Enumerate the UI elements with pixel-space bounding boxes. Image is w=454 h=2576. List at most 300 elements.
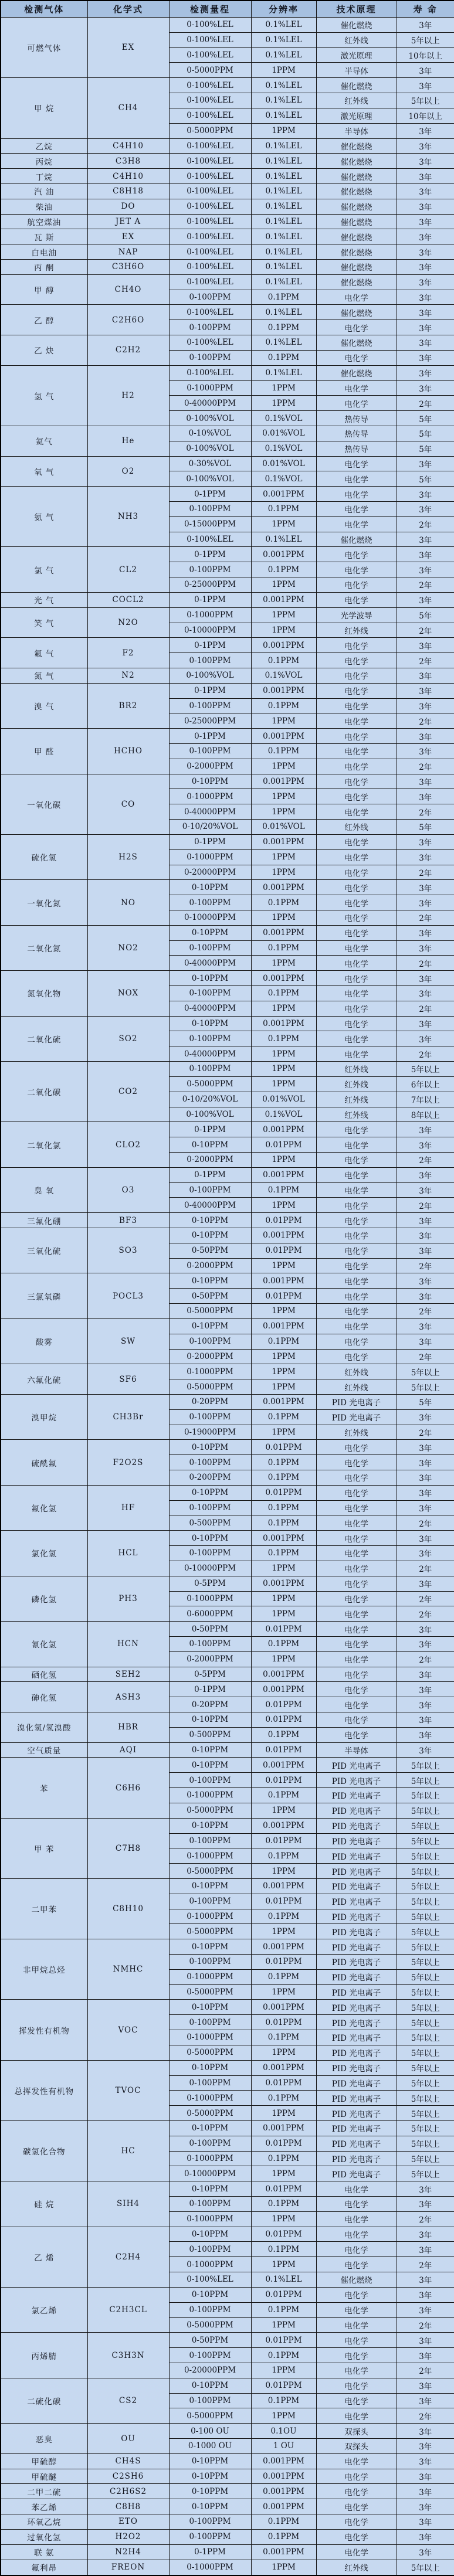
- formula-cell: SO3: [87, 1228, 169, 1273]
- resolution-cell: 1PPM: [251, 1803, 316, 1818]
- formula-cell: SW: [87, 1318, 169, 1364]
- resolution-cell: 1PPM: [251, 2166, 316, 2181]
- formula-cell: EX: [87, 229, 169, 244]
- range-cell: 0-50PPM: [169, 1289, 251, 1304]
- lifespan-cell: 3年: [397, 1576, 454, 1591]
- lifespan-cell: 3年: [397, 2514, 454, 2530]
- range-cell: 0-5000PPM: [169, 2106, 251, 2121]
- gas-name-cell: 空气质量: [1, 1742, 87, 1758]
- range-cell: 0-1PPM: [169, 592, 251, 607]
- lifespan-cell: 3年: [397, 547, 454, 562]
- lifespan-cell: 3年: [397, 562, 454, 577]
- table-row: [1, 305, 454, 320]
- table-row: [1, 1818, 454, 1833]
- lifespan-cell: 5年以上: [397, 1062, 454, 1077]
- gas-name-cell: 氯乙烯: [1, 2287, 87, 2332]
- gas-name-cell: 氰化氢: [1, 1622, 87, 1667]
- principle-cell: 电化学: [316, 1213, 397, 1228]
- lifespan-cell: 3年: [397, 1213, 454, 1228]
- range-cell: 0-10PPM: [169, 1818, 251, 1833]
- range-cell: 0-1PPM: [169, 834, 251, 849]
- resolution-cell: 0.01PPM: [251, 1894, 316, 1909]
- resolution-cell: 0.1PPM: [251, 653, 316, 668]
- lifespan-cell: 3年: [397, 380, 454, 396]
- lifespan-cell: 5年以上: [397, 2060, 454, 2075]
- formula-cell: AQI: [87, 1742, 169, 1758]
- principle-cell: 红外线: [316, 1062, 397, 1077]
- resolution-cell: 0.1PPM: [251, 1909, 316, 1924]
- range-cell: 0-100PPM: [169, 698, 251, 713]
- principle-cell: 电化学: [316, 516, 397, 532]
- table-row: [1, 169, 454, 184]
- principle-cell: 电化学: [316, 2227, 397, 2242]
- principle-cell: PID 光电离子: [316, 1394, 397, 1409]
- formula-cell: BR2: [87, 683, 169, 728]
- principle-cell: 电化学: [316, 1455, 397, 1470]
- formula-cell: HCHO: [87, 729, 169, 774]
- lifespan-cell: 3年: [397, 971, 454, 986]
- formula-cell: SIH4: [87, 2181, 169, 2227]
- range-cell: 0-100PPM: [169, 2242, 251, 2257]
- table-row: [1, 260, 454, 275]
- range-cell: 0-10PPM: [169, 1758, 251, 1773]
- principle-cell: 电化学: [316, 1334, 397, 1349]
- gas-name-cell: 硅 烷: [1, 2181, 87, 2227]
- resolution-cell: 1PPM: [251, 849, 316, 865]
- principle-cell: PID 光电离子: [316, 1833, 397, 1848]
- lifespan-cell: 5年以上: [397, 1894, 454, 1909]
- principle-cell: 电化学: [316, 2408, 397, 2424]
- principle-cell: PID 光电离子: [316, 1969, 397, 1984]
- resolution-cell: 0.01PPM: [251, 2136, 316, 2151]
- resolution-cell: 1PPM: [251, 1152, 316, 1167]
- range-cell: 0-100PPM: [169, 1031, 251, 1046]
- lifespan-cell: 3年: [397, 1742, 454, 1758]
- range-cell: 0-1000PPM: [169, 1969, 251, 1984]
- resolution-cell: 0.1%LEL: [251, 78, 316, 93]
- resolution-cell: 0.1PPM: [251, 1334, 316, 1349]
- formula-cell: N2H4: [87, 2544, 169, 2560]
- lifespan-cell: 3年: [397, 1031, 454, 1046]
- resolution-cell: 0.001PPM: [251, 1394, 316, 1409]
- gas-name-cell: 联 氨: [1, 2544, 87, 2560]
- principle-cell: 电化学: [316, 1258, 397, 1273]
- range-cell: 0-1000 OU: [169, 2439, 251, 2454]
- lifespan-cell: 3年: [397, 1318, 454, 1334]
- gas-name-cell: 氟 气: [1, 638, 87, 668]
- resolution-cell: 0.01PPM: [251, 1243, 316, 1258]
- table-row: [1, 244, 454, 260]
- lifespan-cell: 5年以上: [397, 2091, 454, 2106]
- principle-cell: 电化学: [316, 2499, 397, 2514]
- table-row: [1, 1622, 454, 1637]
- range-cell: 0-200PPM: [169, 1470, 251, 1486]
- range-cell: 0-20000PPM: [169, 865, 251, 880]
- gas-name-cell: 氟化氢: [1, 1485, 87, 1530]
- principle-cell: 红外线: [316, 1076, 397, 1092]
- principle-cell: 电化学: [316, 1152, 397, 1167]
- lifespan-cell: 5年以上: [397, 32, 454, 47]
- principle-cell: 电化学: [316, 1273, 397, 1289]
- lifespan-cell: 3年: [397, 1697, 454, 1712]
- principle-cell: 电化学: [316, 562, 397, 577]
- range-cell: 0-100%VOL: [169, 411, 251, 426]
- resolution-cell: 0.1%VOL: [251, 411, 316, 426]
- range-cell: 0-10000PPM: [169, 623, 251, 638]
- formula-cell: C2H2: [87, 335, 169, 366]
- formula-cell: CH3Br: [87, 1394, 169, 1439]
- resolution-cell: 0.01PPM: [251, 2378, 316, 2393]
- lifespan-cell: 3年: [397, 290, 454, 305]
- lifespan-cell: 3年: [397, 789, 454, 804]
- formula-cell: O2: [87, 456, 169, 487]
- range-cell: 0-100PPM: [169, 1409, 251, 1425]
- resolution-cell: 0.001PPM: [251, 2000, 316, 2015]
- table-row: [1, 1062, 454, 1077]
- resolution-cell: 0.01PPM: [251, 1712, 316, 1728]
- range-cell: 0-100PPM: [169, 653, 251, 668]
- lifespan-cell: 2年: [397, 577, 454, 593]
- gas-name-cell: 甲硫醚: [1, 2469, 87, 2484]
- principle-cell: 红外线: [316, 623, 397, 638]
- lifespan-cell: 5年以上: [397, 1364, 454, 1379]
- lifespan-cell: 3年: [397, 1531, 454, 1546]
- formula-cell: HCN: [87, 1622, 169, 1667]
- gas-name-cell: 硫化氢: [1, 834, 87, 879]
- gas-name-cell: 氯 气: [1, 547, 87, 592]
- resolution-cell: 0.1PPM: [251, 350, 316, 365]
- resolution-cell: 0.01PPM: [251, 1622, 316, 1637]
- resolution-cell: 0.1PPM: [251, 986, 316, 1001]
- range-cell: 0-100%LEL: [169, 2272, 251, 2288]
- resolution-cell: 0.1%LEL: [251, 47, 316, 63]
- principle-cell: 电化学: [316, 1546, 397, 1561]
- principle-cell: PID 光电离子: [316, 1864, 397, 1879]
- gas-name-cell: 丙烷: [1, 154, 87, 169]
- lifespan-cell: 5年以上: [397, 1758, 454, 1773]
- range-cell: 0-19000PPM: [169, 1425, 251, 1440]
- lifespan-cell: 2年: [397, 910, 454, 925]
- range-cell: 0-500PPM: [169, 1515, 251, 1531]
- range-cell: 0-10PPM: [169, 1273, 251, 1289]
- resolution-cell: 0.01PPM: [251, 2015, 316, 2030]
- lifespan-cell: 3年: [397, 305, 454, 320]
- lifespan-cell: 3年: [397, 1546, 454, 1561]
- gas-name-cell: 恶臭: [1, 2424, 87, 2454]
- lifespan-cell: 3年: [397, 199, 454, 214]
- table-row: [1, 2529, 454, 2544]
- range-cell: 0-1PPM: [169, 638, 251, 653]
- lifespan-cell: 3年: [397, 1409, 454, 1425]
- lifespan-cell: 2年: [397, 804, 454, 820]
- principle-cell: 激光原理: [316, 47, 397, 63]
- principle-cell: 红外线: [316, 820, 397, 835]
- principle-cell: 电化学: [316, 940, 397, 956]
- table-row: [1, 1364, 454, 1379]
- principle-cell: 电化学: [316, 1137, 397, 1153]
- table-row: [1, 214, 454, 229]
- gas-name-cell: 丙 酮: [1, 260, 87, 275]
- resolution-cell: 0.1PPM: [251, 2151, 316, 2166]
- lifespan-cell: 3年: [397, 638, 454, 653]
- lifespan-cell: 2年: [397, 759, 454, 774]
- lifespan-cell: 3年: [397, 1485, 454, 1500]
- range-cell: 0-6000PPM: [169, 1606, 251, 1622]
- principle-cell: PID 光电离子: [316, 2120, 397, 2136]
- lifespan-cell: 3年: [397, 487, 454, 502]
- range-cell: 0-100PPM: [169, 502, 251, 517]
- resolution-cell: 1PPM: [251, 1198, 316, 1213]
- principle-cell: 红外线: [316, 1379, 397, 1395]
- gas-name-cell: 丁烷: [1, 169, 87, 184]
- principle-cell: 电化学: [316, 1697, 397, 1712]
- gas-name-cell: 三氯氧磷: [1, 1273, 87, 1318]
- table-row: [1, 880, 454, 895]
- resolution-cell: 0.1PPM: [251, 502, 316, 517]
- principle-cell: PID 光电离子: [316, 1984, 397, 2000]
- range-cell: 0-100PPM: [169, 1182, 251, 1198]
- resolution-cell: 1PPM: [251, 396, 316, 411]
- gas-name-cell: 过氧化氢: [1, 2529, 87, 2544]
- lifespan-cell: 3年: [397, 1682, 454, 1697]
- formula-cell: CH4: [87, 78, 169, 138]
- range-cell: 0-100%LEL: [169, 214, 251, 229]
- formula-cell: N2: [87, 668, 169, 683]
- lifespan-cell: 5年以上: [397, 1864, 454, 1879]
- range-cell: 0-40000PPM: [169, 804, 251, 820]
- principle-cell: 电化学: [316, 1046, 397, 1062]
- table-row: [1, 2000, 454, 2015]
- lifespan-cell: 5年以上: [397, 1379, 454, 1395]
- principle-cell: 催化燃烧: [316, 18, 397, 33]
- principle-cell: 催化燃烧: [316, 2272, 397, 2288]
- lifespan-cell: 3年: [397, 2424, 454, 2439]
- range-cell: 0-1PPM: [169, 2544, 251, 2560]
- resolution-cell: 0.001PPM: [251, 1273, 316, 1289]
- gas-name-cell: 二甲苯: [1, 1878, 87, 1939]
- principle-cell: 电化学: [316, 638, 397, 653]
- gas-name-cell: 二硫化碳: [1, 2378, 87, 2423]
- range-cell: 0-10PPM: [169, 2181, 251, 2197]
- table-row: [1, 2499, 454, 2514]
- lifespan-cell: 3年: [397, 1167, 454, 1182]
- gas-name-cell: 甲 醛: [1, 729, 87, 774]
- formula-cell: C2SH6: [87, 2469, 169, 2484]
- table-row: [1, 426, 454, 441]
- resolution-cell: 1PPM: [251, 1864, 316, 1879]
- formula-cell: CO2: [87, 1062, 169, 1122]
- principle-cell: 电化学: [316, 1167, 397, 1182]
- range-cell: 0-5000PPM: [169, 123, 251, 138]
- range-cell: 0-5000PPM: [169, 1864, 251, 1879]
- resolution-cell: 0.1%LEL: [251, 335, 316, 351]
- formula-cell: HF: [87, 1485, 169, 1530]
- range-cell: 0-5PPM: [169, 1576, 251, 1591]
- resolution-cell: 0.001PPM: [251, 1818, 316, 1833]
- resolution-cell: 1PPM: [251, 1984, 316, 2000]
- range-cell: 0-20PPM: [169, 1697, 251, 1712]
- lifespan-cell: 2年: [397, 1591, 454, 1606]
- resolution-cell: 1PPM: [251, 1076, 316, 1092]
- range-cell: 0-100PPM: [169, 2529, 251, 2544]
- lifespan-cell: 3年: [397, 2453, 454, 2469]
- principle-cell: 电化学: [316, 1228, 397, 1243]
- range-cell: 0-40000PPM: [169, 956, 251, 971]
- range-cell: 0-100PPM: [169, 744, 251, 759]
- gas-name-cell: 乙烷: [1, 138, 87, 154]
- table-row: [1, 154, 454, 169]
- range-cell: 0-40000PPM: [169, 1198, 251, 1213]
- principle-cell: 电化学: [316, 1636, 397, 1651]
- range-cell: 0-5000PPM: [169, 1984, 251, 2000]
- gas-name-cell: 二氧化氮: [1, 925, 87, 970]
- range-cell: 0-10PPM: [169, 1878, 251, 1894]
- gas-name-cell: 氯化氢: [1, 1531, 87, 1576]
- lifespan-cell: 5年以上: [397, 1803, 454, 1818]
- resolution-cell: 1PPM: [251, 123, 316, 138]
- formula-cell: H2S: [87, 834, 169, 879]
- lifespan-cell: 5年以上: [397, 1848, 454, 1864]
- range-cell: 0-1000PPM: [169, 2091, 251, 2106]
- gas-name-cell: 总挥发性有机物: [1, 2060, 87, 2120]
- resolution-cell: 0.01PPM: [251, 2075, 316, 2091]
- formula-cell: ASH3: [87, 1682, 169, 1712]
- lifespan-cell: 3年: [397, 502, 454, 517]
- resolution-cell: 0.001PPM: [251, 834, 316, 849]
- gas-name-cell: 乙 炔: [1, 335, 87, 366]
- table-row: [1, 1758, 454, 1773]
- formula-cell: N2O: [87, 607, 169, 638]
- resolution-cell: 0.01PPM: [251, 2333, 316, 2348]
- principle-cell: 半导体: [316, 63, 397, 78]
- resolution-cell: 0.001PPM: [251, 2469, 316, 2484]
- lifespan-cell: 3年: [397, 895, 454, 910]
- gas-name-cell: 甲硫醇: [1, 2453, 87, 2469]
- formula-cell: BF3: [87, 1213, 169, 1228]
- formula-cell: C4H10: [87, 169, 169, 184]
- table-row: [1, 683, 454, 698]
- table-row: [1, 2060, 454, 2075]
- resolution-cell: 0.001PPM: [251, 487, 316, 502]
- lifespan-cell: 5年: [397, 426, 454, 441]
- lifespan-cell: 3年: [397, 229, 454, 244]
- lifespan-cell: 2年: [397, 2363, 454, 2378]
- resolution-cell: 0.1%LEL: [251, 18, 316, 33]
- resolution-cell: 0.1PPM: [251, 1848, 316, 1864]
- range-cell: 0-5PPM: [169, 1667, 251, 1682]
- range-cell: 0-100PPM: [169, 1636, 251, 1651]
- principle-cell: 电化学: [316, 1651, 397, 1667]
- principle-cell: 电化学: [316, 849, 397, 865]
- principle-cell: 红外线: [316, 1425, 397, 1440]
- table-row: [1, 774, 454, 789]
- principle-cell: 电化学: [316, 759, 397, 774]
- lifespan-cell: 3年: [397, 698, 454, 713]
- range-cell: 0-25000PPM: [169, 713, 251, 729]
- resolution-cell: 0.01%VOL: [251, 1092, 316, 1107]
- lifespan-cell: 3年: [397, 2242, 454, 2257]
- resolution-cell: 1PPM: [251, 1304, 316, 1319]
- range-cell: 0-100PPM: [169, 2348, 251, 2363]
- resolution-cell: 1PPM: [251, 516, 316, 532]
- lifespan-cell: 5年以上: [397, 1878, 454, 1894]
- lifespan-cell: 3年: [397, 940, 454, 956]
- range-cell: 0-10PPM: [169, 1485, 251, 1500]
- table-row: [1, 78, 454, 93]
- principle-cell: 电化学: [316, 2529, 397, 2544]
- principle-cell: 催化燃烧: [316, 138, 397, 154]
- range-cell: 0-5000PPM: [169, 2045, 251, 2060]
- table-row: [1, 2469, 454, 2484]
- principle-cell: PID 光电离子: [316, 2030, 397, 2045]
- gas-table-body: [1, 18, 454, 2576]
- resolution-cell: 1PPM: [251, 956, 316, 971]
- formula-cell: HCL: [87, 1531, 169, 1576]
- resolution-cell: 1PPM: [251, 2106, 316, 2121]
- resolution-cell: 0.01%VOL: [251, 456, 316, 471]
- range-cell: 0-100%LEL: [169, 47, 251, 63]
- range-cell: 0-1000PPM: [169, 2030, 251, 2045]
- formula-cell: COCL2: [87, 592, 169, 607]
- range-cell: 0-10PPM: [169, 1016, 251, 1031]
- resolution-cell: 0.1%LEL: [251, 229, 316, 244]
- principle-cell: 电化学: [316, 2197, 397, 2212]
- resolution-cell: 0.1%LEL: [251, 199, 316, 214]
- range-cell: 0-10PPM: [169, 774, 251, 789]
- principle-cell: 催化燃烧: [316, 183, 397, 199]
- lifespan-cell: 3年: [397, 744, 454, 759]
- principle-cell: 电化学: [316, 2257, 397, 2272]
- gas-name-cell: 航空煤油: [1, 214, 87, 229]
- principle-cell: 电化学: [316, 1515, 397, 1531]
- lifespan-cell: 3年: [397, 2469, 454, 2484]
- lifespan-cell: 3年: [397, 1016, 454, 1031]
- gas-name-cell: 瓦 斯: [1, 229, 87, 244]
- principle-cell: 双探头: [316, 2424, 397, 2439]
- range-cell: 0-1PPM: [169, 1682, 251, 1697]
- lifespan-cell: 2年: [397, 1152, 454, 1167]
- gas-name-cell: 甲 烷: [1, 78, 87, 138]
- resolution-cell: 0.01PPM: [251, 2181, 316, 2197]
- table-row: [1, 1273, 454, 1289]
- lifespan-cell: 2年: [397, 2257, 454, 2272]
- principle-cell: 电化学: [316, 2393, 397, 2408]
- principle-cell: 电化学: [316, 1349, 397, 1364]
- principle-cell: 电化学: [316, 1440, 397, 1455]
- lifespan-cell: 3年: [397, 668, 454, 683]
- gas-name-cell: 环氧乙烷: [1, 2514, 87, 2530]
- resolution-cell: 0.001PPM: [251, 2499, 316, 2514]
- range-cell: 0-100PPM: [169, 1833, 251, 1848]
- principle-cell: 催化燃烧: [316, 244, 397, 260]
- principle-cell: PID 光电离子: [316, 2106, 397, 2121]
- resolution-cell: 0.1%LEL: [251, 305, 316, 320]
- resolution-cell: 0.001PPM: [251, 880, 316, 895]
- resolution-cell: 0.1PPM: [251, 2197, 316, 2212]
- lifespan-cell: 3年: [397, 2378, 454, 2393]
- resolution-cell: 0.1%VOL: [251, 1107, 316, 1122]
- lifespan-cell: 3年: [397, 2227, 454, 2242]
- principle-cell: 电化学: [316, 1122, 397, 1137]
- lifespan-cell: 5年以上: [397, 1773, 454, 1788]
- formula-cell: TVOC: [87, 2060, 169, 2120]
- principle-cell: 电化学: [316, 1500, 397, 1515]
- principle-cell: 半导体: [316, 1742, 397, 1758]
- lifespan-cell: 2年: [397, 956, 454, 971]
- lifespan-cell: 8年以上: [397, 1107, 454, 1122]
- gas-name-cell: 氦气: [1, 426, 87, 456]
- range-cell: 0-100PPM: [169, 2514, 251, 2530]
